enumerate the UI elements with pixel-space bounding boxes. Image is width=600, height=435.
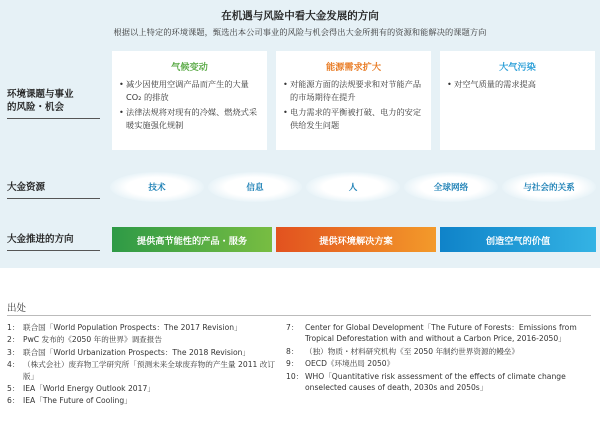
source-item <box>286 358 592 369</box>
card-energy-demand <box>276 51 431 150</box>
issues-row-label-line2: 的风险・机会 <box>7 102 65 113</box>
source-item <box>286 371 592 394</box>
source-text: （独）物质・材料研究机构《至 2050 年制约世界资源的鳗垒》 <box>305 346 519 356</box>
resources-row-label: 大金资源 <box>7 182 46 193</box>
card-climate-change <box>112 51 267 150</box>
card-air-pollution-bullets <box>440 78 595 91</box>
source-text: OECD《环境出局 2050》 <box>305 359 395 369</box>
direction-air-value: 创造空气的价值 <box>440 227 596 252</box>
bullet-item: • 减少因使用空调产品而产生的大量 CO₂ 的排放 <box>119 78 261 103</box>
card-climate-change-bullets <box>112 78 267 131</box>
source-number: 5： <box>7 384 20 394</box>
direction-row-divider <box>7 250 100 251</box>
source-number: 4： <box>7 360 20 370</box>
source-number: 8： <box>286 346 299 356</box>
source-text: （株式会社）废弃物工学研究所「预测未来全球废弃物的产生量 2011 改订版」 <box>23 360 275 381</box>
source-number: 10： <box>286 371 304 381</box>
source-item <box>7 322 275 333</box>
page-subtitle: 根据以上特定的环境课题，甄选出本公司事业的风险与机会得出大金所拥有的资源和能解决的课题方向 <box>113 27 487 37</box>
issues-row-label <box>7 88 74 114</box>
resource-social-relations: 与社会的关系 <box>502 172 596 202</box>
direction-environmental-solutions: 提供环境解决方案 <box>276 227 436 252</box>
issues-row-label-line1: 环境课题与事业 <box>7 89 74 100</box>
resources-row-divider <box>7 198 100 199</box>
bullet-item: • 法律法规将对现有的冷媒、燃烧式采暖实施强化规制 <box>119 106 261 131</box>
resource-global-network: 全球网络 <box>404 172 498 202</box>
source-number: 6： <box>7 396 20 406</box>
card-energy-demand-title: 能源需求扩大 <box>325 62 382 73</box>
source-item <box>7 383 275 394</box>
card-climate-change-title: 气候变动 <box>171 62 208 73</box>
direction-row-label: 大金推进的方向 <box>7 234 74 245</box>
source-text: 联合国「World Urbanization Prospects：The 2018 Revision」 <box>23 347 251 357</box>
source-text: IEA「World Energy Outlook 2017」 <box>23 384 155 394</box>
source-text: Center for Global Development「The Future of Forests：Emissions from Tropical Deforestation with and without a Carbon Price, 2016-2050」 <box>305 323 577 344</box>
bullet-item: • 对能源方面的法规要求和对节能产品的市场期待在提升 <box>283 78 425 103</box>
resource-technology: 技术 <box>110 172 204 202</box>
sources-right-column <box>286 322 592 393</box>
bullet-item: • 电力需求的平衡被打破、电力的安定供给发生问题 <box>283 106 425 131</box>
resource-people: 人 <box>306 172 400 202</box>
resource-information: 信息 <box>208 172 302 202</box>
sources-divider <box>7 315 591 316</box>
card-air-pollution-title: 大气污染 <box>499 62 536 73</box>
sources-title: 出处 <box>7 303 27 314</box>
source-item <box>7 334 275 345</box>
source-number: 3： <box>7 347 20 357</box>
source-item <box>7 395 275 406</box>
source-number: 2： <box>7 335 20 345</box>
source-number: 1： <box>7 323 20 332</box>
issues-row-divider <box>7 118 100 119</box>
card-energy-demand-bullets <box>276 78 431 131</box>
page-title: 在机遇与风险中看大金发展的方向 <box>221 10 379 22</box>
source-text: 联合国「World Population Prospects：The 2017 Revision」 <box>23 323 242 332</box>
sources-left-column <box>7 322 275 407</box>
source-text: IEA「The Future of Cooling」 <box>23 396 132 406</box>
direction-energy-saving: 提供高节能性的产品・服务 <box>112 227 272 252</box>
source-item <box>286 346 592 357</box>
source-number: 9： <box>286 359 299 369</box>
source-text: WHO「Quantitative risk assessment of the effects of climate change onselected causes of death, 2030s and 2050s」 <box>305 371 566 393</box>
source-text: PwC 发布的《2050 年的世界》调查报告 <box>23 335 162 345</box>
resources-list <box>108 172 598 202</box>
card-air-pollution <box>440 51 595 150</box>
bullet-item: • 对空气质量的需求提高 <box>447 78 589 91</box>
source-item <box>7 359 275 382</box>
source-item <box>7 347 275 358</box>
source-item <box>286 322 592 345</box>
source-number: 7： <box>286 323 299 332</box>
